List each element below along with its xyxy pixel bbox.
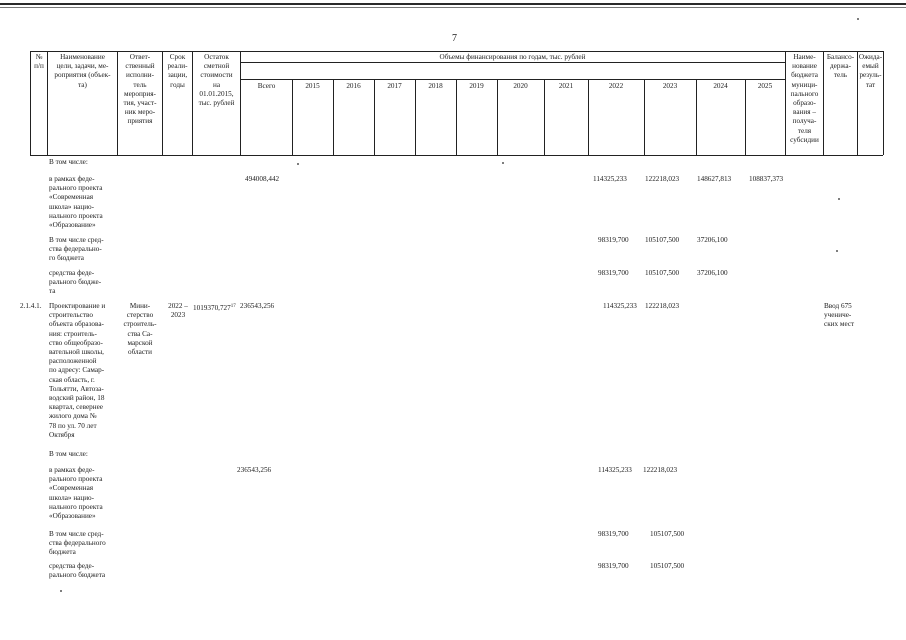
row-5-rest-value: 1019370,727	[193, 304, 231, 312]
row-5-result: Ввод 675 учениче- ских мест	[824, 302, 855, 329]
row-3-name: В том числе сред- ства федерально- го бюджета	[49, 236, 104, 263]
page-number: 7	[452, 33, 457, 44]
header-year-2025: 2025	[757, 82, 773, 90]
row-4-2022: 98319,700	[598, 269, 629, 277]
header-holder: Балансо- держа- тель	[826, 53, 855, 80]
row-9-2023: 105107,500	[650, 562, 685, 570]
header-year-2019: 2019	[469, 82, 484, 90]
row-2-2024: 148627,813	[697, 175, 732, 183]
row-2-2022: 114325,233	[593, 175, 627, 183]
header-total: Всего	[257, 82, 276, 90]
row-9-2022: 98319,700	[598, 562, 629, 570]
row-2-2023: 122218,023	[645, 175, 680, 183]
header-year-2016: 2016	[346, 82, 361, 90]
row-9-name: средства феде- рального бюджета	[49, 562, 106, 580]
header-responsible: Ответ- ственный исполни- тель мероприя- тия, участ- ник меро- приятия	[123, 53, 157, 126]
header-num: № п/п	[34, 53, 44, 71]
row-2-total: 494008,442	[245, 175, 280, 183]
header-year-2015: 2015	[305, 82, 320, 90]
row-3-2022: 98319,700	[598, 236, 629, 244]
row-3-2023: 105107,500	[645, 236, 680, 244]
row-6-name: В том числе:	[49, 450, 88, 458]
row-8-2023: 105107,500	[650, 530, 685, 538]
header-year-2024: 2024	[713, 82, 728, 90]
header-rest-cost: Остаток сметной стоимости на 01.01.2015, тыс. рублей	[198, 53, 235, 108]
row-5-responsible: Мини- стерство строитель- ства Са- марской области	[123, 302, 157, 357]
row-2-2025: 108837,373	[749, 175, 784, 183]
scan-speck	[297, 163, 299, 165]
row-4-2024: 37206,100	[697, 269, 728, 277]
header-year-2022: 2022	[608, 82, 624, 90]
row-5-total: 236543,256	[240, 302, 275, 310]
row-5-rest-cost	[193, 302, 236, 313]
row-5-rest-footnote: 17	[230, 304, 236, 309]
row-8-name: В том числе сред- ства федерального бюджета	[49, 530, 106, 557]
row-5-2022: 114325,233	[603, 302, 637, 310]
header-name: Наименование цели, задачи, ме- роприятия (объек- та)	[54, 53, 111, 89]
row-7-2023: 122218,023	[643, 466, 678, 474]
header-year-2021: 2021	[558, 82, 574, 90]
row-5-name: Проектирование и строительство объекта образова- ния: строитель- ство общеобразо- вательной школы, расположенной по адресу: Самар- ская область, г. Тольятти, Автоза- водский район, 18 квартал, севернее жилого дома № 78 по ул. 70 лет Октября	[49, 302, 106, 439]
scan-speck	[502, 162, 504, 164]
header-budget: Наиме- нование бюджета муници- пального образо- вания – получа- теля субсидии	[790, 53, 819, 144]
header-term: Срок реали- зации, годы	[167, 53, 188, 89]
scan-speck	[60, 590, 62, 592]
scan-speck	[836, 250, 838, 252]
row-7-2022: 114325,233	[598, 466, 632, 474]
row-1-name: В том числе:	[49, 158, 88, 166]
row-7-total: 236543,256	[237, 466, 272, 474]
row-3-2024: 37206,100	[697, 236, 728, 244]
header-year-2018: 2018	[428, 82, 443, 90]
row-4-name: средства феде- рального бюдже- та	[49, 269, 102, 296]
row-5-2023: 122218,023	[645, 302, 680, 310]
row-5-number: 2.1.4.1.	[20, 302, 42, 310]
scan-top-border-thin	[0, 7, 906, 8]
header-year-2017: 2017	[387, 82, 402, 90]
header-result: Ожида- емый резуль- тат	[858, 53, 883, 89]
row-4-2023: 105107,500	[645, 269, 680, 277]
row-2-name: в рамках феде- рального проекта «Современная школа» нацио- нального проекта «Образование»	[49, 175, 103, 230]
header-year-2020: 2020	[513, 82, 528, 90]
scan-top-border	[0, 3, 906, 5]
header-funding: Объемы финансирования по годам, тыс. рублей	[439, 53, 586, 61]
row-8-2022: 98319,700	[598, 530, 629, 538]
scan-speck	[857, 18, 859, 20]
row-7-name: в рамках феде- рального проекта «Современная школа» нацио- нального проекта «Образование»	[49, 466, 103, 521]
scan-speck	[838, 198, 840, 200]
row-5-term: 2022 – 2023	[168, 302, 188, 320]
header-year-2023: 2023	[662, 82, 678, 90]
